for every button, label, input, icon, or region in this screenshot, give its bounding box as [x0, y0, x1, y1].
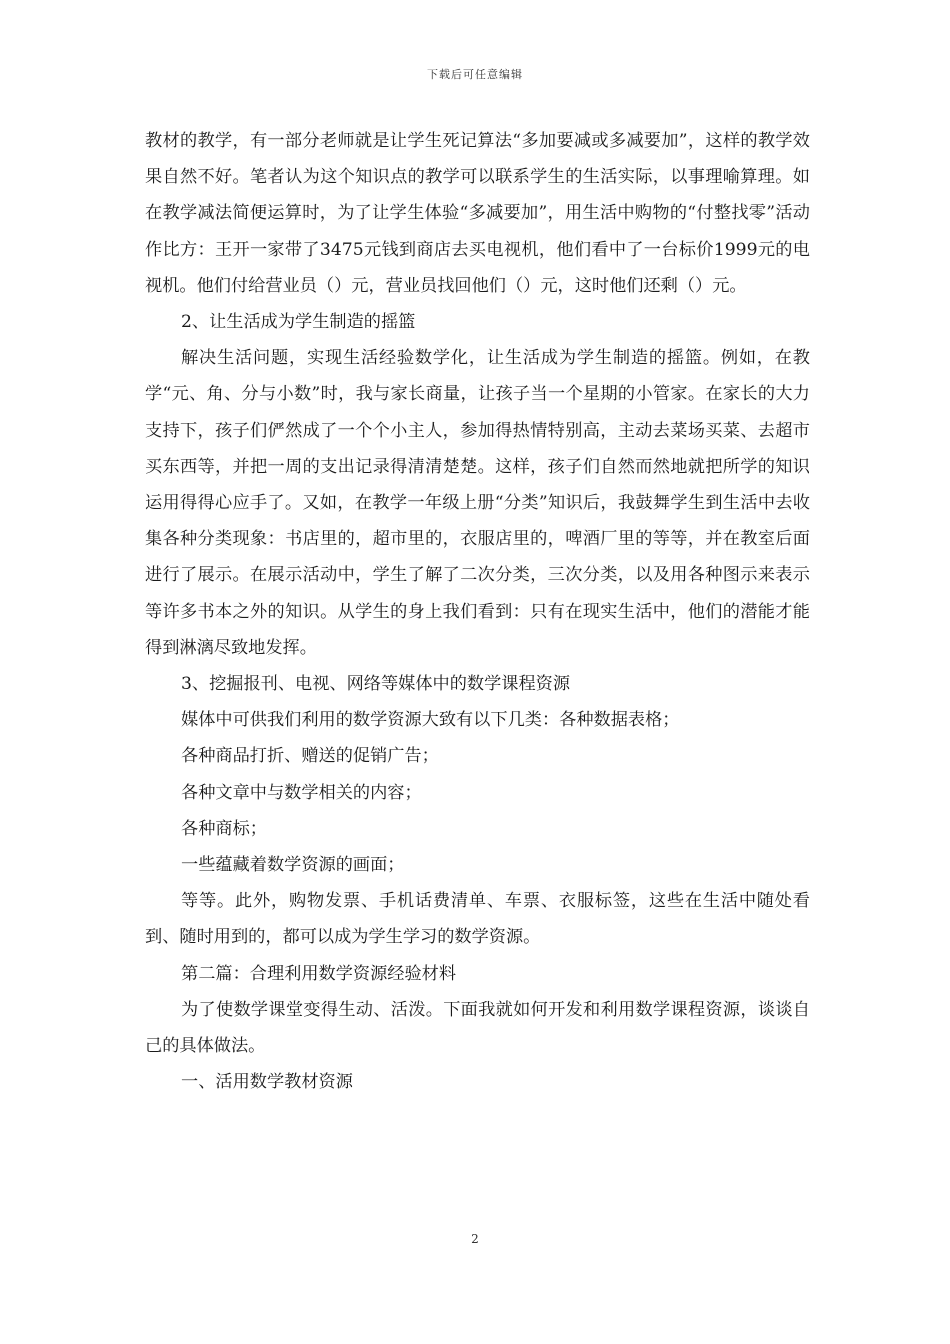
section-heading-3: 3、挖掘报刊、电视、网络等媒体中的数学课程资源 [181, 674, 571, 695]
list-item-articles: 各种文章中与数学相关的内容； [181, 782, 422, 803]
section-heading-2: 2、让生活成为学生制造的摇篮 [181, 312, 416, 333]
paragraph-1: 教材的教学，有一部分老师就是让学生死记算法“多加要减或多减要加”，这样的教学效果自然不好。笔者认为这个知识点的教学可以联系学生的生活实际，以事理喻算理。如在教学减法简便运算时，为了让学生体验“多减要加”，用生活中购物的“付整找零”活动作比方：王开一家带了3475元钱到商店去买电视机，他们看中了一台标价1999元的电视机。他们付给营业员（）元，营业员找回他们（）元，这时他们还剩（）元。 [145, 131, 810, 296]
paragraph-etc: 等等。此外，购物发票、手机话费清单、车票、衣服标签，这些在生活中随处看到、随时用到的，都可以成为学生学习的数学资源。 [145, 891, 810, 948]
paragraph-3: 解决生活问题，实现生活经验数学化，让生活成为学生制造的摇篮。例如，在教学“元、角、分与小数”时，我与家长商量，让孩子当一个星期的小管家。在家长的大力支持下，孩子们俨然成了一个个小主人，参加得热情特别高，主动去菜场买菜、去超市买东西等，并把一周的支出记录得清清楚楚。这样，孩子们自然而然地就把所学的知识运用得得心应手了。又如，在教学一年级上册“分类”知识后，我鼓舞学生到生活中去收集各种分类现象：书店里的，超市里的，衣服店里的，啤酒厂里的等等，并在教室后面进行了展示。在展示活动中，学生了解了二次分类，三次分类，以及用各种图示来表示等许多书本之外的知识。从学生的身上我们看到：只有在现实生活中，他们的潜能才能得到淋漓尽致地发挥。 [145, 348, 810, 658]
list-item-trademarks: 各种商标； [181, 818, 267, 839]
section-heading-one: 一、活用数学教材资源 [181, 1072, 353, 1093]
part-two-title: 第二篇：合理利用数学资源经验材料 [181, 963, 457, 984]
list-item-data-tables: 媒体中可供我们利用的数学资源大致有以下几类：各种数据表格； [181, 710, 680, 731]
paragraph-intro: 为了使数学课堂变得生动、活泼。下面我就如何开发和利用数学课程资源，谈谈自己的具体做法。 [145, 999, 810, 1057]
page-number: 2 [471, 1232, 479, 1246]
page-header: 下载后可任意编辑 [427, 68, 523, 81]
document-body [145, 123, 810, 1100]
list-item-pictures: 一些蕴藏着数学资源的画面； [181, 855, 405, 876]
list-item-promotions: 各种商品打折、赠送的促销广告； [181, 746, 439, 767]
